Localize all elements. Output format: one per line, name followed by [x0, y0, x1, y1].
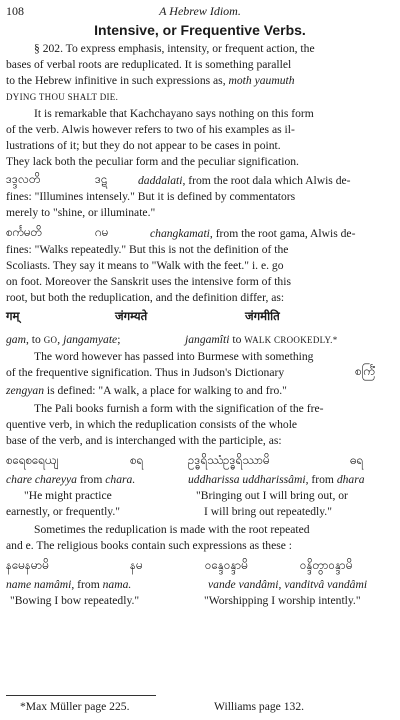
word-vande-vandami: vande vandâmi	[208, 578, 279, 591]
ex2-line-3: Scoliasts. They say it means to "Walk with the feet." i. e. go	[6, 259, 284, 272]
ex2-line-2: fines: "Walks repeatedly." But this is not the definition of the	[6, 243, 289, 256]
ex2-line-4: on foot. Moreover the Sanskrit uses the intensive form of this	[6, 275, 291, 288]
ex4-quote-1: "Bowing I bow repeatedly."	[10, 594, 140, 607]
gloss-gam: gam	[6, 333, 26, 346]
footnote-rule	[6, 695, 156, 696]
footnote-2: Williams page 132.	[214, 700, 305, 713]
word-changkamati: changkamati	[150, 227, 210, 240]
p202-line-4: DYING THOU SHALT DIE.	[6, 92, 119, 102]
ex3-quote-1b: earnestly, or frequently."	[6, 505, 120, 518]
page-number: 108	[6, 4, 24, 18]
gloss-line-2	[185, 333, 338, 347]
p5-line-2: and e. The religious books contain such expressions as these :	[6, 539, 293, 552]
burmese-daddalati: ဒဒ္ဒလတိ	[6, 172, 41, 186]
p4-line-3: base of the verb, and is interchanged with the participle, as:	[6, 434, 282, 447]
gloss-jangamyate: jangamyate	[63, 333, 118, 346]
gloss-go: GO	[43, 335, 58, 345]
burmese-dala: ဒဋ	[95, 172, 108, 186]
gloss-line: gam, to GO, jangamyate;	[6, 333, 121, 346]
burmese-vanditva-vandami: ဝန္ဒိတွာဝန္ဒာမိ	[300, 558, 353, 572]
ex3-quote-2b: I will bring out repeatedly."	[204, 505, 332, 518]
ex1-line-3: merely to "shine, or illuminate."	[6, 206, 156, 219]
word-vanditva-vandami: vanditvâ vandâmi	[284, 578, 368, 591]
section-title: Intensive, or Frequentive Verbs.	[94, 22, 306, 38]
ex3-quote-2a: "Bringing out I will bring out, or	[196, 489, 348, 502]
p202-line-2: bases of verbal roots are reduplicated. It is something parallel	[6, 58, 292, 71]
ex1-line-1	[138, 174, 351, 188]
p3-line-3-text: is defined: "A walk, a place for walking to and fro."	[44, 384, 287, 397]
p3-line-3	[6, 384, 392, 398]
word-uddharissa: uddharissa uddharissâmi	[188, 473, 306, 486]
word-name-namami: name namâmi	[6, 578, 72, 591]
burmese-name-namami: နမေနမာမိ	[6, 558, 49, 572]
burmese-chara: စရ	[130, 453, 144, 467]
ex4-word-2	[208, 578, 367, 592]
word-chare-chareyya: chare chareyya	[6, 473, 77, 486]
running-title: A Hebrew Idiom.	[159, 4, 241, 18]
word-chara: chara.	[105, 473, 136, 486]
p4-line-1: The Pali books furnish a form with the signification of the fre-	[34, 402, 324, 415]
ex4-quote-2: "Worshipping I worship intently."	[204, 594, 361, 607]
ex2-line-1	[150, 227, 355, 241]
gloss-walk-crookedly: WALK CROOKEDLY.*	[244, 335, 338, 345]
burmese-chare-chareyya: စရေစရေယျ	[6, 453, 59, 467]
ex3-from-1: from	[76, 473, 106, 486]
word-dhara: dhara	[336, 473, 365, 486]
burmese-gama: ဂမ	[95, 225, 109, 239]
ex2-line-5: root, but both the reduplication, and the definition differ, as:	[6, 291, 285, 304]
gloss-to: , to	[25, 333, 44, 346]
ex3-word-1	[6, 473, 135, 487]
p2-line-2: of the verb. Alwis however refers to two of his examples as il-	[6, 123, 295, 136]
burmese-zengyan: စင်္ကြံ	[355, 364, 375, 378]
ex1-line-2: fines: "Illumines intensely." But it is defined by commentators	[6, 190, 296, 203]
p3-line-1: The word however has passed into Burmese with something	[34, 350, 314, 363]
ex4-sep: ,	[278, 578, 285, 591]
ex2-line-1-text: , from the root gama, Alwis de-	[209, 227, 356, 240]
ex1-line-1-text: , from the root dala which Alwis de-	[182, 174, 351, 187]
burmese-changkamati: စင်္ကမတိ	[6, 225, 42, 239]
devanagari-jangamiti: जंगमीति	[245, 309, 280, 323]
p5-line-1: Sometimes the reduplication is made with the root repeated	[34, 523, 310, 536]
p2-line-4: They lack both the peculiar form and the peculiar signification.	[6, 155, 299, 168]
burmese-uddharissa: ဥဒ္ဓရိဿံဥဒ္ဓရိဿာမိ	[188, 453, 270, 467]
p2-line-1: It is remarkable that Kachchayano says nothing on this form	[34, 107, 314, 120]
ex3-from-2: , from	[305, 473, 337, 486]
p3-line-2: of the frequentive signification. Thus in Judson's Dictionary	[6, 366, 285, 379]
gloss-jangamiti: jangamîti	[185, 333, 230, 346]
word-zengyan: zengyan	[6, 384, 44, 397]
p202-line-3-text: to the Hebrew infinitive in such expressions as,	[6, 74, 226, 87]
ex4-word-1	[6, 578, 131, 592]
burmese-vande-vandami: ဝန္ဒေဝန္ဒာမိ	[205, 558, 248, 572]
burmese-dhara: ဓရ	[350, 453, 364, 467]
word-daddalati: daddalati	[138, 174, 183, 187]
p2-line-3: lustrations of it; but they do not appear to be cases in point.	[6, 139, 281, 152]
footnote-1: *Max Müller page 225.	[20, 700, 130, 713]
ex3-word-2	[188, 473, 365, 487]
devanagari-gam: गम्	[6, 309, 20, 323]
devanagari-jangamyate: जंगम्यते	[115, 309, 148, 323]
p4-line-2: quentive verb, in which the reduplication consists of the whole	[6, 418, 298, 431]
p202-line-3	[6, 74, 392, 88]
p202-line-1: § 202. To express emphasis, intensity, or frequent action, the	[34, 42, 315, 55]
hebrew-translit: moth yaumuth	[228, 74, 295, 87]
ex4-from-1: , from	[71, 578, 103, 591]
burmese-nama: နမ	[130, 558, 143, 572]
ex3-quote-1a: "He might practice	[24, 489, 112, 502]
word-nama: nama.	[102, 578, 132, 591]
gloss-to-2: to	[229, 333, 245, 346]
